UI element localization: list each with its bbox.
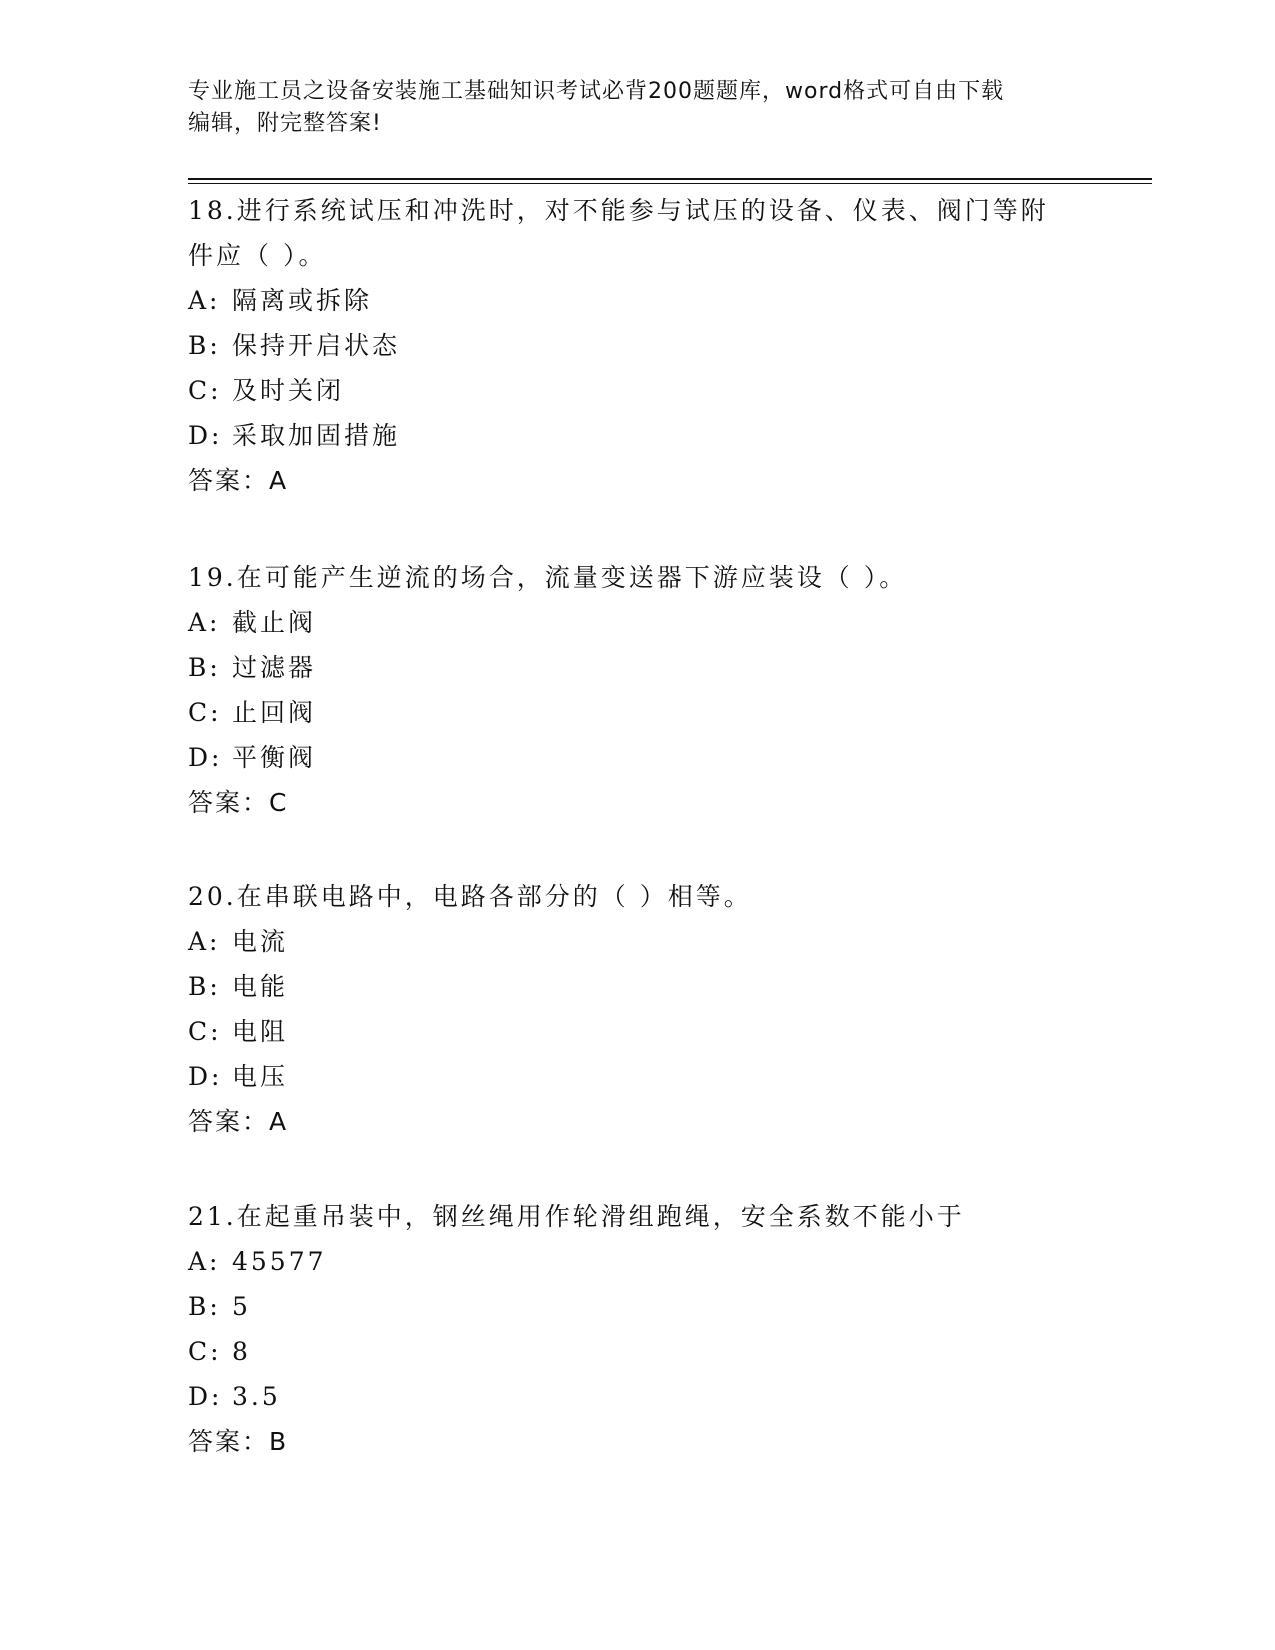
option-text: 8 — [232, 1337, 251, 1366]
option-text: 保持开启状态 — [232, 331, 401, 360]
option-text: 过滤器 — [232, 653, 317, 682]
option-b — [188, 323, 1088, 368]
option-text: 45577 — [232, 1247, 327, 1276]
option-b — [188, 645, 1088, 690]
option-key: C: — [188, 698, 222, 727]
question-21 — [188, 1194, 1088, 1464]
option-c — [188, 1329, 1088, 1374]
header-divider-thick — [188, 178, 1152, 180]
option-d — [188, 1374, 1088, 1419]
answer: 答案：B — [188, 1427, 289, 1456]
document-header — [188, 76, 1088, 140]
option-key: C: — [188, 1337, 222, 1366]
question-stem: 18.进行系统试压和冲洗时，对不能参与试压的设备、仪表、阀门等附 — [188, 196, 1049, 225]
option-key: B: — [188, 653, 221, 682]
option-text: 电流 — [232, 927, 289, 956]
option-c — [188, 368, 1088, 413]
answer: 答案：A — [188, 466, 289, 495]
option-a — [188, 600, 1088, 645]
option-c — [188, 1009, 1088, 1054]
option-text: 5 — [232, 1292, 251, 1321]
header-title-line-2: 编辑，附完整答案! — [188, 111, 382, 136]
answer: 答案：A — [188, 1107, 289, 1136]
option-key: B: — [188, 972, 221, 1001]
question-stem-continued: 件应（ ）。 — [188, 241, 327, 270]
answer: 答案：C — [188, 788, 289, 817]
option-d — [188, 1054, 1088, 1099]
question-18 — [188, 188, 1088, 503]
header-divider-thin — [188, 183, 1152, 184]
option-key: C: — [188, 1017, 222, 1046]
option-text: 平衡阀 — [232, 743, 317, 772]
option-key: A: — [188, 608, 221, 637]
option-text: 采取加固措施 — [232, 421, 401, 450]
option-key: B: — [188, 1292, 221, 1321]
option-key: D: — [188, 743, 223, 772]
option-key: D: — [188, 421, 223, 450]
option-d — [188, 413, 1088, 458]
option-key: B: — [188, 331, 221, 360]
option-text: 电阻 — [232, 1017, 289, 1046]
option-text: 及时关闭 — [232, 376, 345, 405]
option-b — [188, 964, 1088, 1009]
option-key: D: — [188, 1382, 223, 1411]
option-text: 电压 — [232, 1062, 289, 1091]
option-a — [188, 919, 1088, 964]
question-stem: 20.在串联电路中，电路各部分的（ ）相等。 — [188, 882, 752, 911]
option-a — [188, 1239, 1088, 1284]
option-text: 3.5 — [232, 1382, 281, 1411]
option-key: A: — [188, 286, 221, 315]
option-text: 电能 — [232, 972, 289, 1001]
option-key: D: — [188, 1062, 223, 1091]
option-a — [188, 278, 1088, 323]
question-stem: 21.在起重吊装中，钢丝绳用作轮滑组跑绳，安全系数不能小于 — [188, 1202, 965, 1231]
question-20 — [188, 874, 1088, 1144]
header-title-line-1: 专业施工员之设备安装施工基础知识考试必背200题题库，word格式可自由下载 — [188, 79, 1005, 104]
option-text: 隔离或拆除 — [232, 286, 373, 315]
option-c — [188, 690, 1088, 735]
option-text: 截止阀 — [232, 608, 317, 637]
option-text: 止回阀 — [232, 698, 317, 727]
question-19 — [188, 555, 1088, 825]
question-stem: 19.在可能产生逆流的场合，流量变送器下游应装设（ ）。 — [188, 563, 908, 592]
option-key: A: — [188, 927, 221, 956]
option-d — [188, 735, 1088, 780]
option-b — [188, 1284, 1088, 1329]
option-key: A: — [188, 1247, 221, 1276]
option-key: C: — [188, 376, 222, 405]
